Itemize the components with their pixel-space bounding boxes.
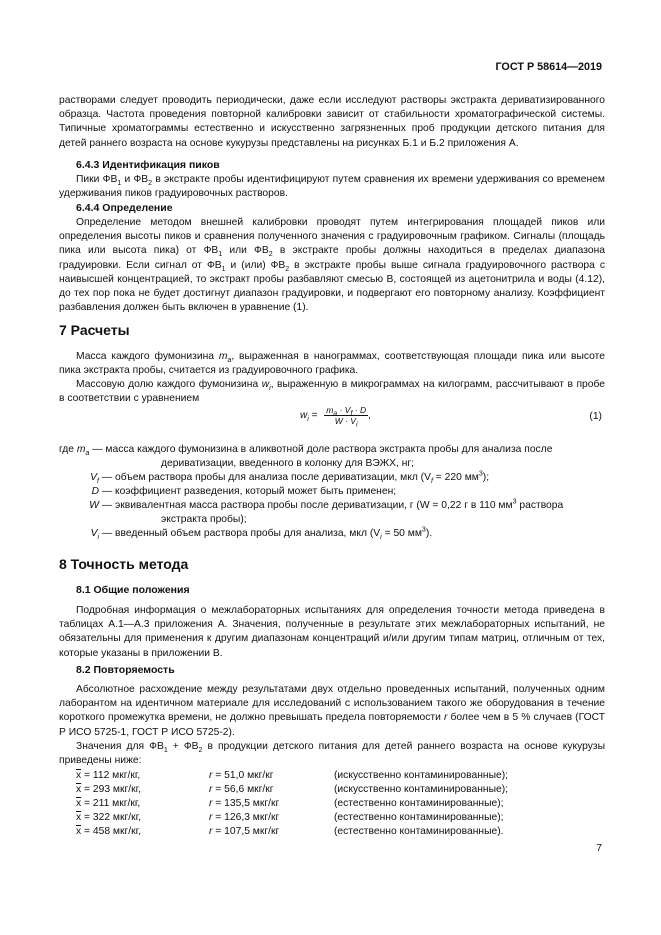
section-8-1-title: 8.1 Общие положения (76, 584, 190, 596)
section-6-4-3-title: 6.4.3 Идентификация пиков (76, 159, 220, 171)
document-page: ГОСТ Р 58614—2019 растворами следует проводить периодически, даже если исследуют растворы экстракта дериватизированного образца. Частота проведения повторной калибровки зависит от стабильности хроматографической системы. Типичные хроматограммы естественно и искусственно загрязненных проб продукции детского питания для детей раннего возраста на основе кукурузы представлены на рисунках Б.1 и Б.2 приложения А. 6.4.3 Идентификация пиков Пики $ФВ_1$ и $ФВ_2$ в экстракте пробы идентифицируют путем сравнения их времени удерживания со временем удерживания пиков градуировочных растворов. 6.4.4 Определение Определение методом внешней калибровки проводят путем интегрирования площадей пиков или определения высоты пиков и сравнения полученного значения с градуировочным графиком. Сигналы (площадь пика или высота пика) от $ФВ_1$ или $ФВ_2$ в экстракте пробы должны находиться в пределах диапазона градуировки. Если сигнал от $ФВ_1$ и (или) $ФВ_2$ в экстракте пробы выше сигнала градуировочного раствора с наивысшей концентрацией, то экстракт пробы разбавляют смесью В, состоящей из ацетонитрила и воды (4.12), до тех пор пока не будет достигнут диапазон градуировки, и подвергают его повторному анализу. Коэффициент разбавления должен быть включен в уравнение (1). 7 Расчеты Масса каждого фумонизина $m_a$, выраженная в нанограммах, соответствующая площади пика или высоте пика экстракта пробы, считается из градуировочного графика. Массовую долю каждого фумонизина $w_i$, выраженную в микрограммах на килограмм, рассчитывают в пробе в соответствии с уравнением $w_i$ = $\frac{m_a \cdot V_f \cdot D}{W \cdot V_i}$ , (1) где $m_a$ — масса каждого фумонизина в аликвотной доле раствора экстракта пробы для анализа после дериватизации, введенного в колонку для ВЭЖХ, нг; $V_f$ — объем раствора пробы для анализа после дериватизации, мкл ($V_f = 220$ $мм^3$); D — коэффициент разведения, который может быть применен; W — эквивалентная масса раствора пробы после дериватизации, г (W = 0,22 г в 110 $мм^3$ раствора экстракта пробы); $V_i$ — введенный объем раствора пробы для анализа, мкл ($V_i = 50$ $мм^3$). 8 Точность метода 8.1 Общие положения Подробная информация о межлабораторных испытаниях для определения точности метода приведена в таблицах А.1—А.3 приложения А. Значения, полученные в результате этих межлабораторных испытаний, не обязательны для применения к другим диапазонам концентраций и/или другим типам матриц, отличным от тех, которые указаны в приложении В. 8.2 Повторяемость Абсолютное расхождение между результатами двух отдельно проведенных испытаний, полученных одним лаборантом на идентичном материале для исследований с использованием такого же оборудования в течение короткого промежутка времени, не должно превышать предела повторяемости r более чем в 5 % случаев (ГОСТ Р ИСО 5725-1, ГОСТ Р ИСО 5725-2). Значения для $ФВ_1 + ФВ_2$ в продукции детского питания для детей раннего возраста на основе кукурузы приведены ниже: $\overline{x} = 112$ мкг/кг, r = 51,0 мкг/кг (искусственно контаминированные); $\overline{x} = 293$ мкг/кг, r = 56,6 мкг/кг (искусственно контаминированные); $\overline{x} = 211$ мкг/кг, r = 135,5 мкг/кг (естественно контаминированные); $\overline{x} = 322$ мкг/кг, r = 126,3 мкг/кг (естественно контаминированные); $\overline{x} = 458$ мкг/кг, r = 107,5 мкг/кг (естественно контаминированные). 7 (59, 61, 606, 854)
definition-w: W — эквивалентная масса раствора пробы после дериватизации, г (W = 0,22 г в 110 $мм^3$ раствора экстракта пробы); (89, 498, 564, 526)
page-number: 7 (596, 843, 602, 854)
section-8-1-text: Подробная информация о межлабораторных испытаниях для определения точности метода приведена в таблицах А.1—А.3 приложения А. Значения, полученные в результате этих межлабораторных испытаний, не обязательны для применения к другим диапазонам концентраций и/или другим типам матриц, отличным от тех, которые указаны в приложении В. (59, 605, 605, 659)
intro-paragraph: растворами следует проводить периодически, даже если исследуют растворы экстракта дериватизированного образца. Частота проведения повторной калибровки зависит от стабильности хроматографической системы. Типичные хроматограммы естественно и искусственно загрязненных проб продукции детского питания для детей раннего возраста на основе кукурузы представлены на рисунках Б.1 и Б.2 приложения А. (59, 95, 605, 149)
section-8-2-title: 8.2 Повторяемость (76, 664, 175, 676)
section-6-4-3-text: Пики $ФВ_1$ и $ФВ_2$ в экстракте пробы идентифицируют путем сравнения их времени удерживания со временем удерживания пиков градуировочных растворов. (59, 174, 605, 200)
section-7-para-1: Масса каждого фумонизина $m_a$, выраженная в нанограммах, соответствующая площади пика или высоте пика экстракта пробы, считается из градуировочного графика. (59, 351, 605, 377)
definition-vi: $V_i$ — введенный объем раствора пробы для анализа, мкл ($V_i = 50$ $мм^3$). (90, 526, 433, 542)
section-6-4-4-title: 6.4.4 Определение (76, 202, 173, 214)
section-7-para-2: Массовую долю каждого фумонизина $w_i$, выраженную в микрограммах на килограмм, рассчитывают в пробе в соответствии с уравнением (59, 379, 605, 405)
equation-number: (1) (589, 411, 602, 422)
section-8-2-text: Абсолютное расхождение между результатами двух отдельно проведенных испытаний, полученных одним лаборантом на идентичном материале для исследований с использованием такого же оборудования в течение короткого промежутка времени, не должно превышать предела повторяемости r более чем в 5 % случаев (ГОСТ Р ИСО 5725-1, ГОСТ Р ИСО 5725-2). (59, 684, 605, 738)
definition-vf: $V_f$ — объем раствора пробы для анализа после дериватизации, мкл ($V_f = 220$ $мм^3$); (90, 470, 490, 486)
section-7-title: 7 Расчеты (59, 322, 130, 338)
section-8-2-values-intro: Значения для $ФВ_1 + ФВ_2$ в продукции детского питания для детей раннего возраста на основе кукурузы приведены ниже: (59, 741, 606, 767)
section-8-title: 8 Точность метода (59, 556, 189, 572)
definition-ma: где $m_a$ — масса каждого фумонизина в аликвотной доле раствора экстракта пробы для анализа после дериватизации, введенного в колонку для ВЭЖХ, нг; (59, 444, 553, 470)
equation-1: $w_i$ = $\frac{m_a \cdot V_f \cdot D}{W \cdot V_i}$ , (300, 405, 371, 429)
section-6-4-4-text: Определение методом внешней калибровки проводят путем интегрирования площадей пиков или определения высоты пиков и сравнения полученного значения с градуировочным графиком. Сигналы (площадь пика или высота пика) от $ФВ_1$ или $ФВ_2$ в экстракте пробы должны находиться в пределах диапазона градуировки. Если сигнал от $ФВ_1$ и (или) $ФВ_2$ в экстракте пробы выше сигнала градуировочного раствора с наивысшей концентрацией, то экстракт пробы разбавляют смесью В, состоящей из ацетонитрила и воды (4.12), до тех пор пока не будет достигнут диапазон градуировки, и подвергают его повторному анализу. Коэффициент разбавления должен быть включен в уравнение (1). (59, 217, 605, 314)
definition-d: D — коэффициент разведения, который может быть применен; (91, 486, 397, 497)
doc-header-id: ГОСТ Р 58614—2019 (495, 61, 602, 73)
